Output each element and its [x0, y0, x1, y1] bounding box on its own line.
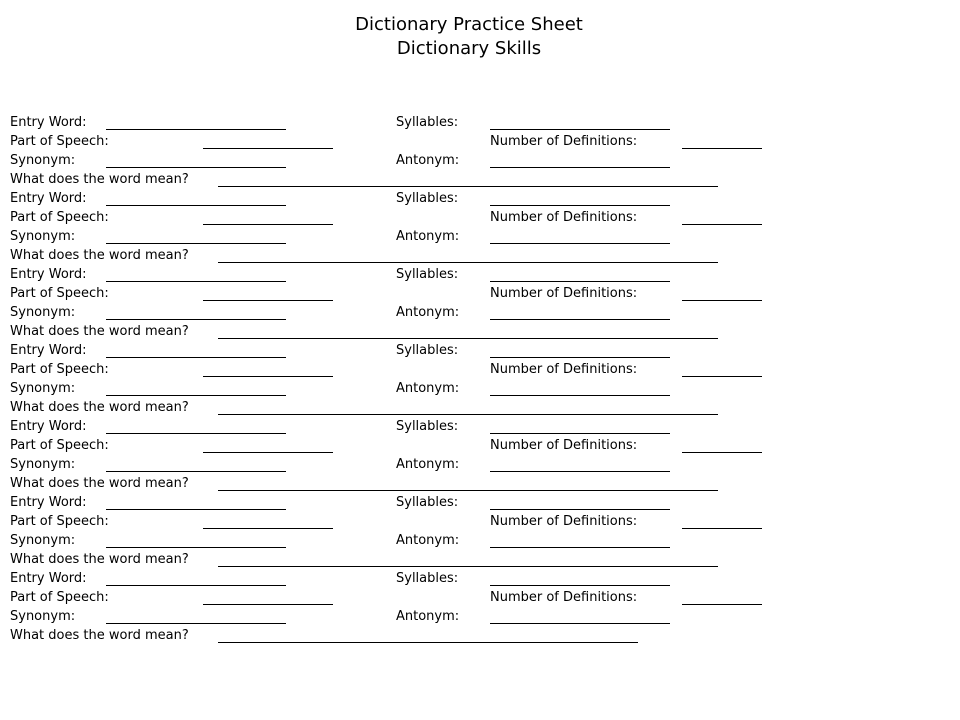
antonym-label: Antonym: — [396, 305, 460, 320]
entry-word-label: Entry Word: — [10, 191, 87, 206]
entry-row — [10, 418, 950, 437]
part-of-speech-blank[interactable] — [203, 452, 333, 453]
antonym-blank[interactable] — [490, 547, 670, 548]
syllables-blank[interactable] — [490, 357, 670, 358]
entry-row — [10, 228, 950, 247]
antonym-label: Antonym: — [396, 457, 460, 472]
meaning-label: What does the word mean? — [10, 552, 189, 567]
entry-block — [10, 266, 950, 342]
syllables-label: Syllables: — [396, 343, 459, 358]
synonym-label: Synonym: — [10, 533, 76, 548]
synonym-label: Synonym: — [10, 229, 76, 244]
meaning-blank[interactable] — [218, 414, 718, 415]
entry-row — [10, 437, 950, 456]
synonym-label: Synonym: — [10, 381, 76, 396]
part-of-speech-label: Part of Speech: — [10, 362, 109, 377]
antonym-blank[interactable] — [490, 243, 670, 244]
part-of-speech-label: Part of Speech: — [10, 438, 109, 453]
practice-sheet — [10, 114, 950, 646]
synonym-blank[interactable] — [106, 243, 286, 244]
entry-row — [10, 456, 950, 475]
part-of-speech-blank[interactable] — [203, 300, 333, 301]
entry-row — [10, 513, 950, 532]
entry-row — [10, 589, 950, 608]
syllables-label: Syllables: — [396, 571, 459, 586]
meaning-blank[interactable] — [218, 186, 718, 187]
synonym-blank[interactable] — [106, 471, 286, 472]
entry-row — [10, 570, 950, 589]
entry-row — [10, 342, 950, 361]
syllables-label: Syllables: — [396, 267, 459, 282]
entry-block — [10, 114, 950, 190]
meaning-blank[interactable] — [218, 490, 718, 491]
entry-row — [10, 532, 950, 551]
synonym-blank[interactable] — [106, 623, 286, 624]
synonym-blank[interactable] — [106, 167, 286, 168]
meaning-blank[interactable] — [218, 566, 718, 567]
number-of-definitions-label: Number of Definitions: — [490, 210, 638, 225]
meaning-blank[interactable] — [218, 642, 638, 643]
part-of-speech-blank[interactable] — [203, 224, 333, 225]
antonym-blank[interactable] — [490, 623, 670, 624]
entry-block — [10, 342, 950, 418]
antonym-blank[interactable] — [490, 167, 670, 168]
entry-word-blank[interactable] — [106, 509, 286, 510]
number-of-definitions-blank[interactable] — [682, 604, 762, 605]
meaning-blank[interactable] — [218, 262, 718, 263]
synonym-blank[interactable] — [106, 547, 286, 548]
synonym-blank[interactable] — [106, 395, 286, 396]
part-of-speech-blank[interactable] — [203, 604, 333, 605]
entry-word-label: Entry Word: — [10, 571, 87, 586]
entry-row — [10, 608, 950, 627]
part-of-speech-label: Part of Speech: — [10, 210, 109, 225]
antonym-label: Antonym: — [396, 533, 460, 548]
entry-row — [10, 475, 950, 494]
entry-row — [10, 209, 950, 228]
number-of-definitions-label: Number of Definitions: — [490, 590, 638, 605]
entry-block — [10, 570, 950, 646]
number-of-definitions-blank[interactable] — [682, 528, 762, 529]
number-of-definitions-blank[interactable] — [682, 148, 762, 149]
antonym-blank[interactable] — [490, 319, 670, 320]
meaning-blank[interactable] — [218, 338, 718, 339]
meaning-label: What does the word mean? — [10, 400, 189, 415]
entry-word-blank[interactable] — [106, 585, 286, 586]
entry-row — [10, 551, 950, 570]
part-of-speech-blank[interactable] — [203, 148, 333, 149]
entry-row — [10, 323, 950, 342]
entry-row — [10, 494, 950, 513]
meaning-label: What does the word mean? — [10, 248, 189, 263]
entry-word-blank[interactable] — [106, 205, 286, 206]
number-of-definitions-label: Number of Definitions: — [490, 134, 638, 149]
part-of-speech-label: Part of Speech: — [10, 590, 109, 605]
meaning-label: What does the word mean? — [10, 324, 189, 339]
entry-word-label: Entry Word: — [10, 419, 87, 434]
number-of-definitions-label: Number of Definitions: — [490, 286, 638, 301]
part-of-speech-blank[interactable] — [203, 528, 333, 529]
entry-row — [10, 133, 950, 152]
entry-row — [10, 247, 950, 266]
number-of-definitions-blank[interactable] — [682, 376, 762, 377]
syllables-blank[interactable] — [490, 433, 670, 434]
entry-block — [10, 418, 950, 494]
number-of-definitions-blank[interactable] — [682, 452, 762, 453]
entry-row — [10, 304, 950, 323]
part-of-speech-label: Part of Speech: — [10, 286, 109, 301]
antonym-label: Antonym: — [396, 609, 460, 624]
number-of-definitions-label: Number of Definitions: — [490, 514, 638, 529]
part-of-speech-label: Part of Speech: — [10, 134, 109, 149]
synonym-label: Synonym: — [10, 457, 76, 472]
syllables-blank[interactable] — [490, 585, 670, 586]
syllables-blank[interactable] — [490, 205, 670, 206]
entry-row — [10, 361, 950, 380]
part-of-speech-blank[interactable] — [203, 376, 333, 377]
antonym-label: Antonym: — [396, 229, 460, 244]
entry-word-blank[interactable] — [106, 281, 286, 282]
antonym-blank[interactable] — [490, 395, 670, 396]
part-of-speech-label: Part of Speech: — [10, 514, 109, 529]
antonym-label: Antonym: — [396, 381, 460, 396]
entry-row — [10, 190, 950, 209]
entry-word-blank[interactable] — [106, 129, 286, 130]
entry-word-blank[interactable] — [106, 357, 286, 358]
number-of-definitions-blank[interactable] — [682, 224, 762, 225]
number-of-definitions-blank[interactable] — [682, 300, 762, 301]
syllables-label: Syllables: — [396, 115, 459, 130]
syllables-label: Syllables: — [396, 191, 459, 206]
meaning-label: What does the word mean? — [10, 628, 189, 643]
syllables-blank[interactable] — [490, 509, 670, 510]
entry-row — [10, 627, 950, 646]
synonym-label: Synonym: — [10, 153, 76, 168]
entry-row — [10, 399, 950, 418]
synonym-label: Synonym: — [10, 609, 76, 624]
entry-word-label: Entry Word: — [10, 495, 87, 510]
antonym-label: Antonym: — [396, 153, 460, 168]
page-subtitle: Dictionary Skills — [396, 38, 542, 59]
entry-word-label: Entry Word: — [10, 115, 87, 130]
entry-row — [10, 266, 950, 285]
syllables-label: Syllables: — [396, 495, 459, 510]
header — [0, 13, 938, 61]
syllables-blank[interactable] — [490, 281, 670, 282]
entry-word-label: Entry Word: — [10, 267, 87, 282]
synonym-blank[interactable] — [106, 319, 286, 320]
antonym-blank[interactable] — [490, 471, 670, 472]
syllables-blank[interactable] — [490, 129, 670, 130]
syllables-label: Syllables: — [396, 419, 459, 434]
meaning-label: What does the word mean? — [10, 476, 189, 491]
entry-block — [10, 190, 950, 266]
entry-row — [10, 152, 950, 171]
entry-word-label: Entry Word: — [10, 343, 87, 358]
synonym-label: Synonym: — [10, 305, 76, 320]
entry-row — [10, 171, 950, 190]
entry-row — [10, 380, 950, 399]
page-title: Dictionary Practice Sheet — [355, 14, 583, 35]
number-of-definitions-label: Number of Definitions: — [490, 362, 638, 377]
meaning-label: What does the word mean? — [10, 172, 189, 187]
entry-row — [10, 285, 950, 304]
entry-row — [10, 114, 950, 133]
entry-block — [10, 494, 950, 570]
entry-word-blank[interactable] — [106, 433, 286, 434]
number-of-definitions-label: Number of Definitions: — [490, 438, 638, 453]
